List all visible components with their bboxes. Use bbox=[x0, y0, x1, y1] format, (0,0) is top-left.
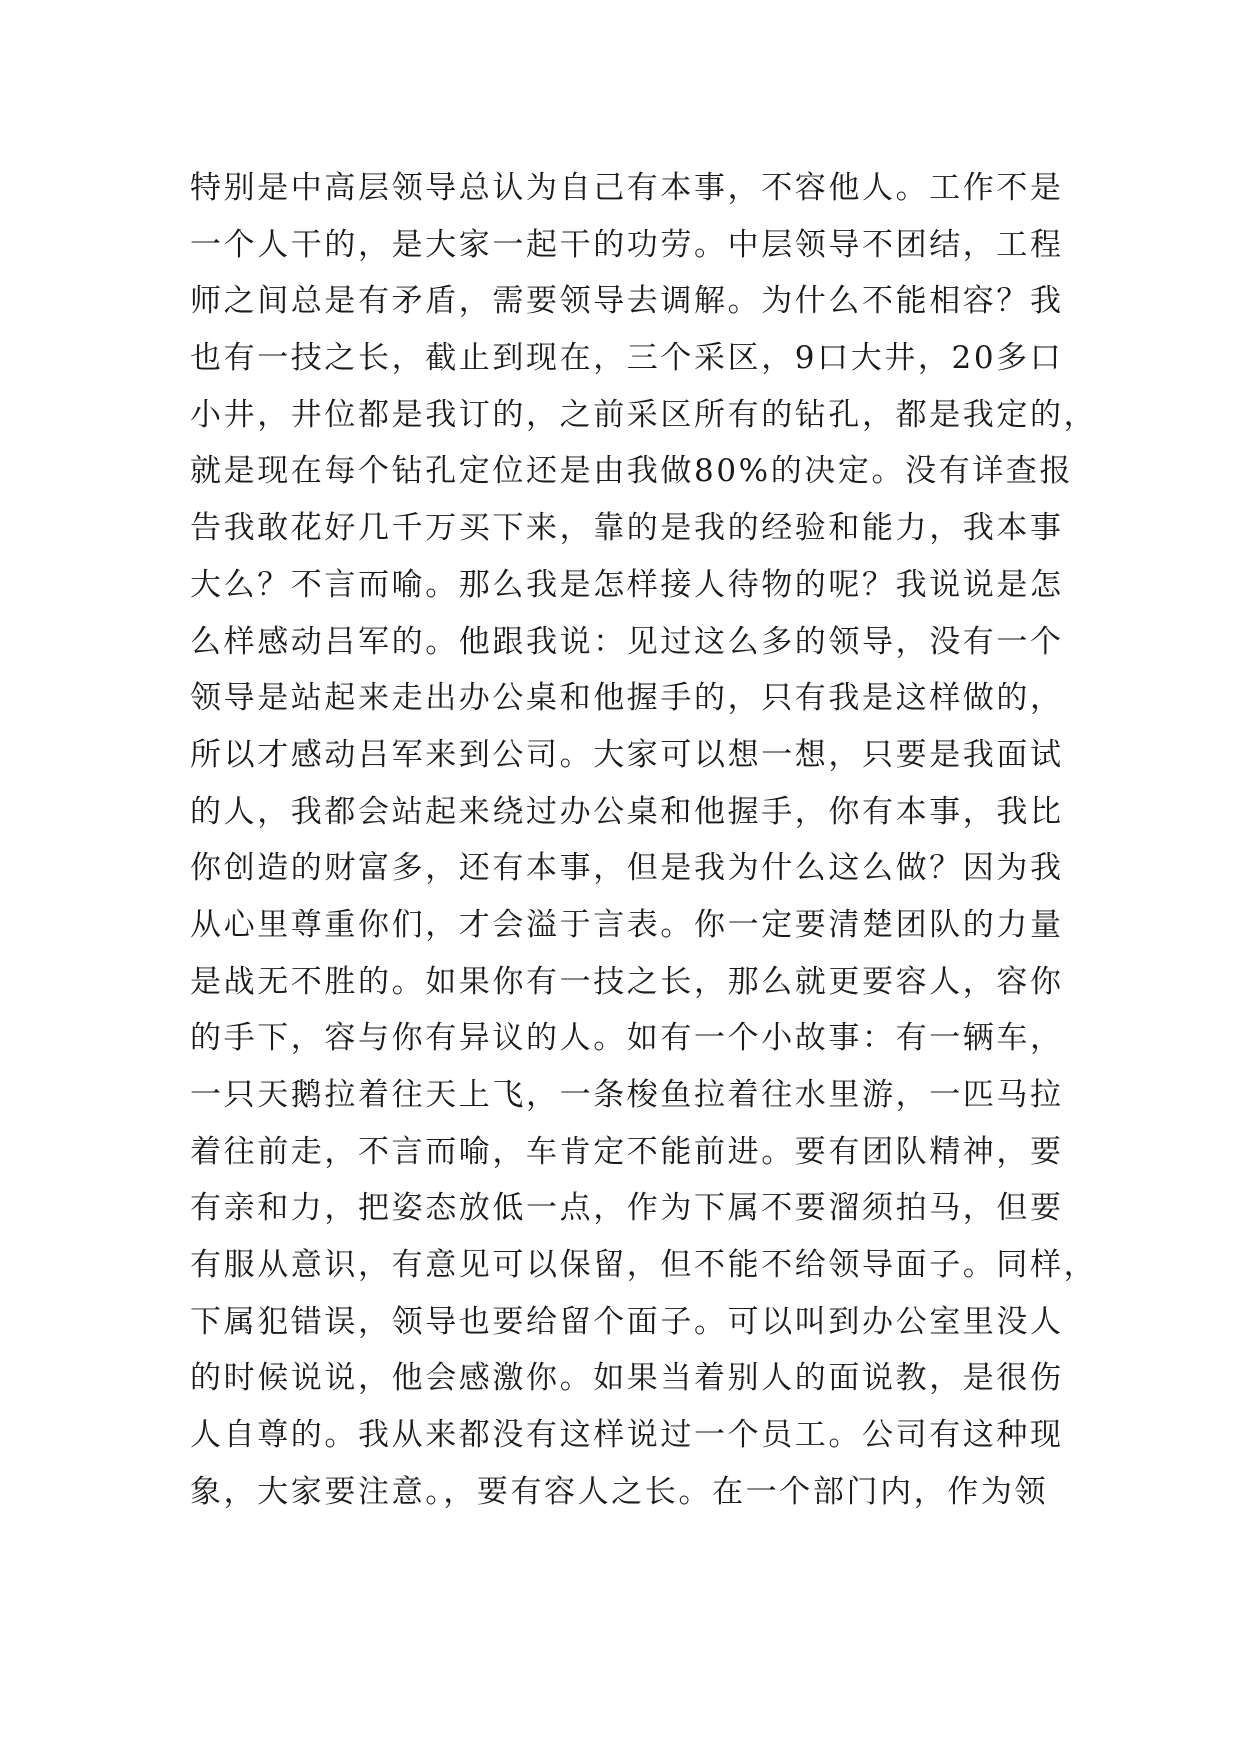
text-line: 着往前走，不言而喻，车肯定不能前进。要有团队精神，要 bbox=[190, 1133, 1064, 1170]
text-line: 也有一技之长，截止到现在，三个采区，9口大井，20多口 bbox=[190, 340, 1064, 377]
text-line: 所以才感动吕军来到公司。大家可以想一想，只要是我面试 bbox=[190, 736, 1064, 773]
text-line: 一只天鹅拉着往天上飞，一条梭鱼拉着往水里游，一匹马拉 bbox=[190, 1077, 1064, 1113]
body-text bbox=[190, 160, 1098, 1521]
text-line: 是战无不胜的。如果你有一技之长，那么就更要容人，容你 bbox=[190, 963, 1064, 1000]
text-line: 师之间总是有矛盾，需要领导去调解。为什么不能相容？我 bbox=[190, 283, 1064, 320]
text-line: 的时候说说，他会感激你。如果当着别人的面说教，是很伤 bbox=[190, 1360, 1064, 1397]
text-line: 人自尊的。我从来都没有这样说过一个员工。公司有这种现 bbox=[190, 1417, 1064, 1454]
text-line: 下属犯错误，领导也要给留个面子。可以叫到办公室里没人 bbox=[190, 1303, 1064, 1340]
text-line: 告我敢花好几千万买下来，靠的是我的经验和能力，我本事 bbox=[190, 510, 1064, 547]
text-line: 从心里尊重你们，才会溢于言表。你一定要清楚团队的力量 bbox=[190, 906, 1064, 943]
text-line: 大么？不言而喻。那么我是怎样接人待物的呢？我说说是怎 bbox=[190, 566, 1064, 603]
text-line: 小井，井位都是我订的，之前采区所有的钻孔，都是我定的， bbox=[190, 396, 1098, 433]
text-line: 领导是站起来走出办公桌和他握手的，只有我是这样做的， bbox=[190, 680, 1064, 717]
text-line: 有服从意识，有意见可以保留，但不能不给领导面子。同样， bbox=[190, 1247, 1098, 1284]
text-line: 的手下，容与你有异议的人。如有一个小故事：有一辆车， bbox=[190, 1020, 1064, 1057]
text-line: 象，大家要注意。，要有容人之长。在一个部门内，作为领 bbox=[190, 1473, 1049, 1510]
text-line: 就是现在每个钻孔定位还是由我做80%的决定。没有详查报 bbox=[190, 453, 1074, 490]
text-line: 一个人干的，是大家一起干的功劳。中层领导不团结，工程 bbox=[190, 226, 1064, 263]
text-line: 的人，我都会站起来绕过办公桌和他握手，你有本事，我比 bbox=[190, 793, 1064, 830]
text-line: 有亲和力，把姿态放低一点，作为下属不要溜须拍马，但要 bbox=[190, 1190, 1064, 1227]
text-line: 你创造的财富多，还有本事，但是我为什么这么做？因为我 bbox=[190, 850, 1064, 887]
text-line: 特别是中高层领导总认为自己有本事，不容他人。工作不是 bbox=[190, 170, 1064, 206]
text-line: 么样感动吕军的。他跟我说：见过这么多的领导，没有一个 bbox=[190, 623, 1064, 660]
